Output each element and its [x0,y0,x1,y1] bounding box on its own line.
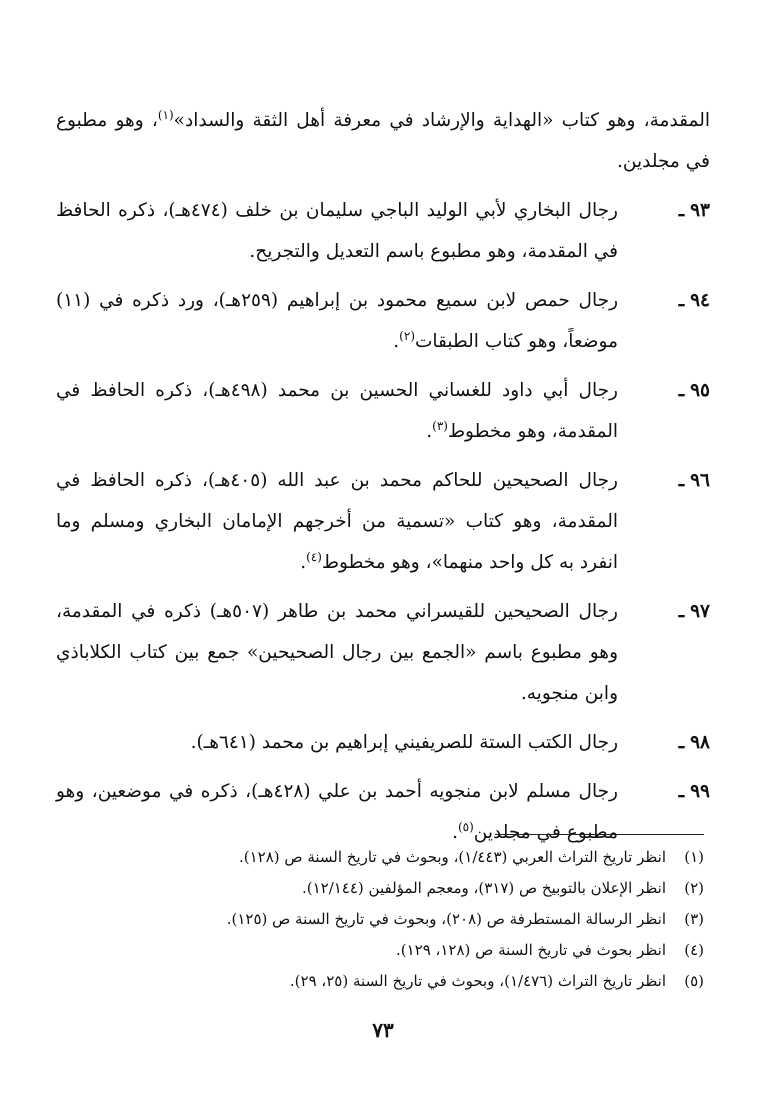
footnote-text: انظر تاريخ التراث (١/٤٧٦)، وبحوث في تاريخ السنة (٢٥، ٢٩). [289,972,666,990]
continuation-text: المقدمة، وهو كتاب «الهداية والإرشاد في معرفة أهل الثقة والسداد» [173,110,710,131]
footnote-5 [104,966,704,997]
entry-dash: ـ [678,781,685,802]
entry-number [679,190,710,231]
entry-dash: ـ [678,200,685,221]
entry-96 [56,460,710,583]
entry-body [56,190,710,272]
entry-tail: . [426,421,433,442]
footnote-separator [495,834,704,835]
entry-number-value: ٩٩ [690,781,710,802]
entry-body [56,771,710,853]
entry-dash: ـ [678,290,685,311]
footnote-ref: (٢) [399,328,415,343]
entry-number-value: ٩٥ [690,380,710,401]
entry-number [679,722,710,763]
continuation-body [56,100,710,182]
entry-body [56,280,710,362]
entry-number-value: ٩٤ [690,290,710,311]
footnote-2 [104,873,704,904]
continuation-paragraph [56,100,710,182]
entry-text: رجال الصحيحين للحاكم محمد بن عبد الله (٤٠٥هـ)، ذكره الحافظ في المقدمة، وهو كتاب «تسمية من أخرجهم الإمامان البخاري ومسلم وما انفرد به كل واحد منهما»، وهو مخطوط [56,470,618,573]
continuation-text-2: ، وهو مطبوع في مجلدين. [56,110,710,172]
entry-number [679,370,710,411]
entry-tail: . [300,552,307,573]
footnote-number: (٥) [684,972,704,990]
footnote-4 [104,935,704,966]
entry-body [56,370,710,452]
entry-number [679,460,710,501]
page-number: ٧٣ [372,1018,394,1042]
entry-number [679,771,710,812]
entry-text: رجال أبي داود للغساني الحسين بن محمد (٤٩٨هـ)، ذكره الحافظ في المقدمة، وهو مخطوط [56,380,618,442]
entry-number-value: ٩٣ [690,200,710,221]
footnote-number: (٢) [684,879,704,897]
entry-99 [56,771,710,853]
entry-number [679,280,710,321]
entry-number-value: ٩٨ [690,732,710,753]
entry-tail: . [452,822,458,843]
entry-body [56,722,710,763]
footnotes [104,842,704,997]
entry-94 [56,280,710,362]
entry-dash: ـ [678,470,685,491]
entry-body [56,591,710,714]
entry-text: رجال الصحيحين للقيسراني محمد بن طاهر (٥٠٧هـ) ذكره في المقدمة، وهو مطبوع باسم «الجمع بين رجال الصحيحين» جمع بين كتاب الكلاباذي وابن منجويه. [56,601,618,704]
entry-tail: . [393,331,400,352]
entry-dash: ـ [678,601,685,622]
entry-95 [56,370,710,452]
entry-number-value: ٩٦ [690,470,710,491]
entry-text: رجال البخاري لأبي الوليد الباجي سليمان بن خلف (٤٧٤هـ)، ذكره الحافظ في المقدمة، وهو مطبوع باسم التعديل والتجريح. [56,200,618,262]
footnote-number: (١) [684,848,704,866]
footnote-ref: (١) [157,107,174,122]
entry-97 [56,591,710,714]
entry-text: رجال الكتب الستة للصريفيني إبراهيم بن محمد (٦٤١هـ). [190,732,618,753]
footnote-3 [104,904,704,935]
entry-number [679,591,710,632]
footnote-ref: (٣) [432,418,448,433]
entry-body [56,460,710,583]
footnote-number: (٤) [684,941,704,959]
main-text [56,100,710,853]
entry-dash: ـ [678,380,685,401]
footnote-number: (٣) [684,910,704,928]
entry-98 [56,722,710,763]
footnote-ref: (٤) [306,549,322,564]
entry-number-value: ٩٧ [690,601,710,622]
footnote-ref: (٥) [457,819,474,834]
footnote-text: انظر الإعلان بالتوبيخ ص (٣١٧)، ومعجم المؤلفين (١٢/١٤٤). [301,879,666,897]
entry-text: رجال مسلم لابن منجويه أحمد بن علي (٤٢٨هـ)، ذكره في موضعين، وهو مطبوع في مجلدين [56,781,618,843]
entry-text: رجال حمص لابن سميع محمود بن إبراهيم (٢٥٩هـ)، ورد ذكره في (١١) موضعاً، وهو كتاب الطبقات [56,290,618,352]
footnote-text: انظر بحوث في تاريخ السنة ص (١٢٨، ١٢٩). [395,941,666,959]
footnote-text: انظر الرسالة المستطرفة ص (٢٠٨)، وبحوث في تاريخ السنة ص (١٢٥). [226,910,666,928]
entry-93 [56,190,710,272]
footnote-text: انظر تاريخ التراث العربي (١/٤٤٣)، وبحوث في تاريخ السنة ص (١٢٨). [239,848,666,866]
entry-dash: ـ [678,732,685,753]
footnote-1 [104,842,704,873]
